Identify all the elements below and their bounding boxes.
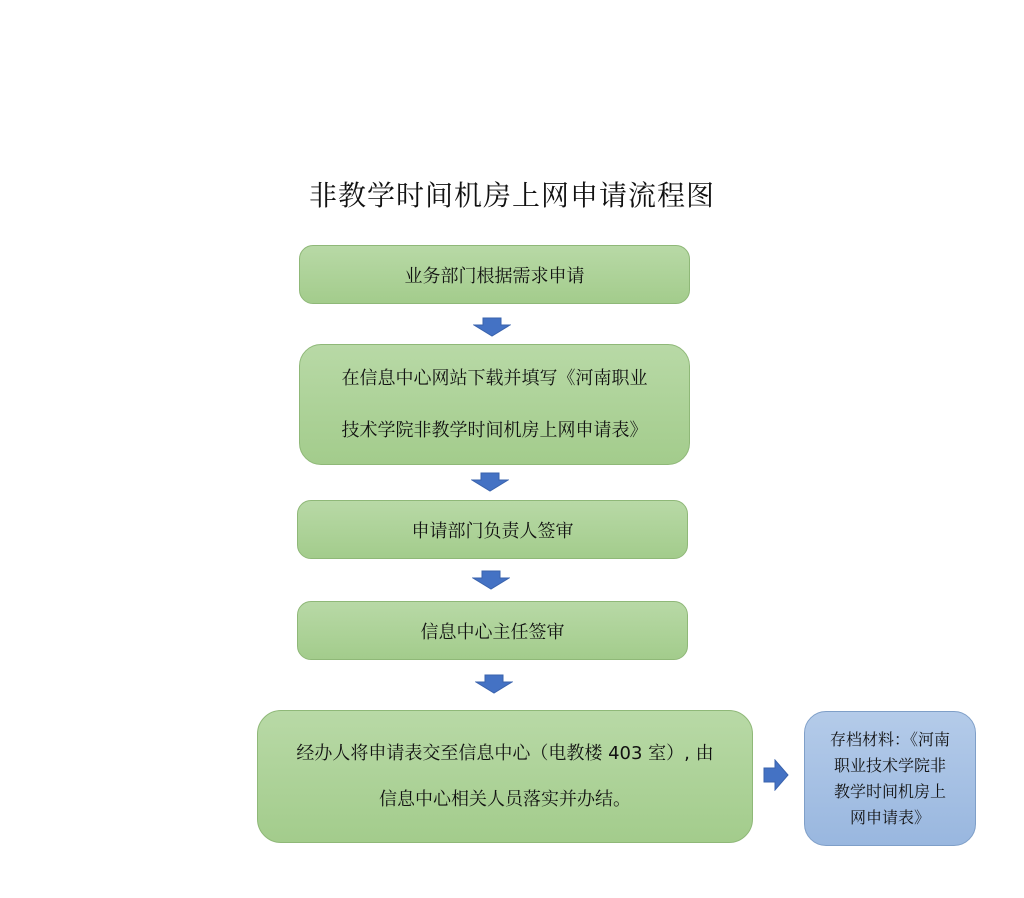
- archive-text-line-3: 教学时间机房上: [833, 781, 946, 801]
- step-1-box: [299, 245, 690, 304]
- step-5-text-line-1: 经办人将申请表交至信息中心（电教楼 403 室）, 由: [296, 742, 714, 764]
- step-4-box: [297, 601, 688, 660]
- archive-materials-box: [804, 711, 976, 846]
- archive-text-line-4: 网申请表》: [849, 807, 930, 827]
- down-arrow-icon: [472, 570, 510, 590]
- step-5-box: [257, 710, 753, 843]
- diagram-title: 非教学时间机房上网申请流程图: [308, 179, 715, 212]
- step-4-text: 信息中心主任签审: [420, 621, 565, 643]
- archive-text-line-2: 职业技术学院非: [833, 755, 946, 775]
- down-arrow-icon: [475, 674, 513, 694]
- step-3-text: 申请部门负责人签审: [411, 520, 574, 542]
- right-arrow-icon: [763, 759, 789, 791]
- step-2-text-line-1: 在信息中心网站下载并填写《河南职业: [341, 367, 648, 389]
- step-2-box: [299, 344, 690, 465]
- step-1-text: 业务部门根据需求申请: [404, 265, 585, 287]
- down-arrow-icon: [471, 472, 509, 492]
- archive-text-line-1: 存档材料：《河南: [829, 729, 950, 749]
- step-3-box: [297, 500, 688, 559]
- step-5-text-line-2: 信息中心相关人员落实并办结。: [379, 788, 631, 810]
- down-arrow-icon: [473, 317, 511, 337]
- step-2-text-line-2: 技术学院非教学时间机房上网申请表》: [341, 419, 648, 441]
